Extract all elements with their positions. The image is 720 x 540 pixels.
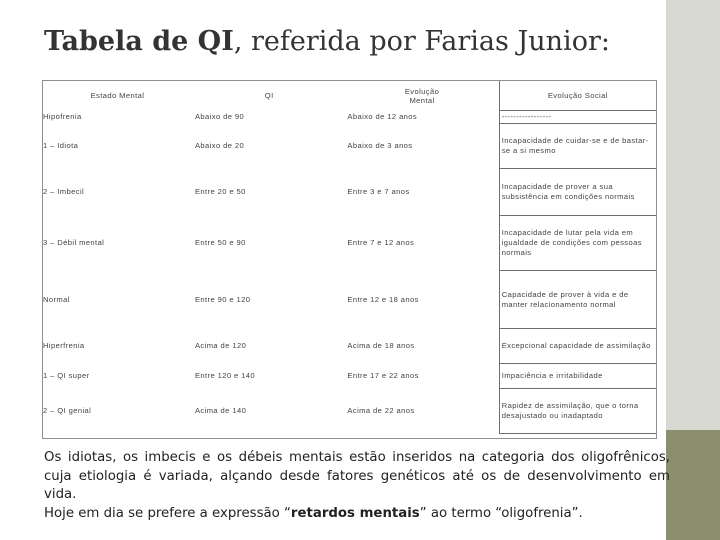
cell-estado: Hipofrenia (43, 112, 82, 121)
title-rest: , referida por Farias Junior: (233, 26, 610, 57)
table-row (42, 169, 657, 216)
cell-evolucao-social: Incapacidade de lutar pela vida em igualdade de condições com pessoas normais (499, 216, 656, 271)
emphasis-retardos-mentais: retardos mentais (290, 505, 420, 521)
header-estado-mental: Estado Mental (90, 91, 145, 100)
table-row (42, 389, 657, 434)
cell-estado: 1 – QI super (43, 371, 90, 380)
cell-evolucao-social: ----------------- (499, 111, 656, 124)
page-title (44, 26, 610, 57)
header-evolucao-mental: Evolução Mental (404, 86, 440, 105)
cell-estado: 2 – Imbecil (43, 187, 85, 196)
table-header-row (42, 81, 657, 111)
cell-evolucao-mental: Entre 17 e 22 anos (347, 371, 419, 380)
table-row (42, 111, 657, 124)
cell-evolucao-social: Rapidez de assimilação, que o torna desajustado ou inadaptado (499, 389, 656, 434)
cell-evolucao-mental: Entre 12 e 18 anos (347, 294, 419, 304)
header-evolucao-social: Evolução Social (499, 81, 656, 111)
explanatory-text (44, 449, 670, 523)
cell-evolucao-social: Impaciência e irritabilidade (499, 364, 656, 389)
paragraph-line-2: Hoje em dia se prefere a expressão “retardos mentais” ao termo “oligofrenia”. (44, 505, 583, 521)
cell-estado: 2 – QI genial (43, 406, 92, 415)
cell-estado: 3 – Débil mental (43, 238, 105, 247)
cell-evolucao-social: Incapacidade de prover a sua subsistência em condições normais (499, 169, 656, 216)
cell-evolucao-mental: Entre 3 e 7 anos (347, 187, 410, 196)
table-row (42, 216, 657, 271)
cell-qi: Abaixo de 20 (194, 141, 245, 150)
cell-evolucao-mental: Abaixo de 12 anos (347, 112, 418, 121)
cell-qi: Entre 90 e 120 (194, 294, 251, 304)
header-qi: QI (264, 91, 274, 100)
cell-evolucao-mental: Acima de 18 anos (347, 341, 415, 350)
cell-evolucao-social: Incapacidade de cuidar-se e de bastar-se a si mesmo (499, 124, 656, 169)
cell-qi: Acima de 120 (194, 341, 247, 350)
cell-evolucao-social: Excepcional capacidade de assimilação (499, 329, 656, 364)
title-bold: Tabela de QI (44, 26, 234, 57)
cell-qi: Entre 50 e 90 (194, 238, 246, 247)
table-row (42, 124, 657, 169)
decorative-side-bar (666, 0, 720, 430)
cell-qi: Entre 20 e 50 (194, 187, 246, 196)
cell-estado: Hiperfrenia (43, 341, 85, 350)
paragraph-line-1: Os idiotas, os imbecis e os débeis mentais estão inseridos na categoria dos oligofrênicos, cuja etiologia é variada, alçando desde fatores genéticos até os de desenvolvimento em vida. (44, 450, 670, 502)
table-row (42, 329, 657, 364)
cell-evolucao-mental: Entre 7 e 12 anos (347, 238, 415, 247)
table-row (42, 271, 657, 329)
cell-evolucao-mental: Acima de 22 anos (347, 406, 415, 415)
cell-evolucao-social: Capacidade de prover à vida e de manter relacionamento normal (499, 271, 656, 329)
cell-qi: Entre 120 e 140 (194, 371, 255, 380)
qi-table (42, 80, 657, 434)
decorative-side-bar-bottom (666, 430, 720, 540)
cell-estado: Normal (43, 294, 70, 304)
cell-qi: Acima de 140 (194, 406, 247, 415)
cell-estado: 1 – Idiota (43, 141, 79, 150)
cell-qi: Abaixo de 90 (194, 112, 245, 121)
cell-evolucao-mental: Abaixo de 3 anos (347, 141, 413, 150)
table-row (42, 364, 657, 389)
